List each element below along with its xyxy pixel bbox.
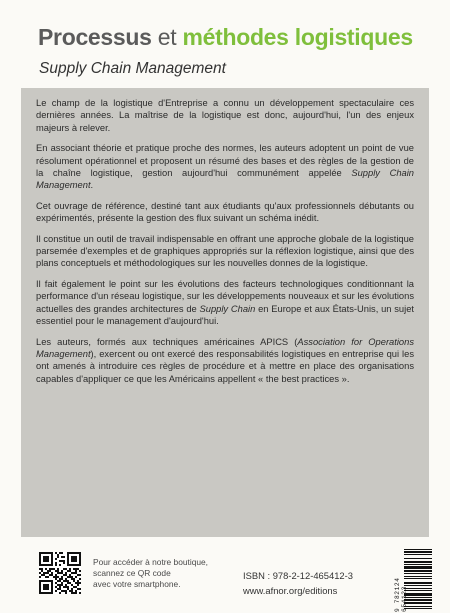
barcode-bar — [404, 602, 432, 604]
isbn-text: ISBN : 978-2-12-465412-3 — [243, 570, 353, 581]
qr-code-icon[interactable] — [39, 552, 81, 594]
barcode-bar — [404, 597, 432, 598]
barcode-bar — [404, 585, 432, 586]
barcode-bar — [404, 599, 432, 601]
title-part2: méthodes logistiques — [182, 24, 413, 50]
blurb-panel — [21, 88, 429, 537]
barcode-bar — [404, 576, 432, 577]
barcode-bar — [404, 608, 432, 609]
barcode-bar — [404, 554, 432, 555]
book-subtitle: Supply Chain Management — [39, 60, 226, 77]
barcode-digits: 9 782124 654123 — [394, 577, 408, 612]
barcode-bar — [404, 570, 432, 572]
barcode-bar — [404, 566, 432, 569]
barcode-bar — [404, 558, 432, 559]
barcode-bar — [404, 606, 432, 607]
barcode-bar — [404, 578, 432, 579]
qr-instructions — [93, 557, 243, 590]
barcode-bar — [404, 590, 432, 591]
publisher-url[interactable]: www.afnor.org/editions — [243, 585, 338, 596]
italic-term: Supply Chain — [199, 303, 256, 314]
barcode-bar — [404, 564, 432, 565]
barcode-bar — [404, 573, 432, 574]
qr-code-graphic — [39, 552, 81, 594]
blurb-paragraph: Les auteurs, formés aux techniques américaines APICS (Association for Operations Management), exercent ou ont exercé des responsabilités logistiques en entreprise qui les ont amenés à introduire ces règles de procédure et à mettre en place des organisations capables d'appliquer ce que les Américains appellent « the best practices ». — [36, 336, 414, 384]
blurb-paragraph: Le champ de la logistique d'Entreprise a connu un développement spectaculaire ces dernières années. La maîtrise de la logistique est donc, aujourd'hui, l'un des enjeux majeurs à relever. — [36, 98, 414, 133]
barcode-bar — [404, 582, 432, 584]
book-title — [38, 24, 438, 51]
qr-line: Pour accéder à notre boutique, — [93, 557, 209, 567]
qr-line: avec votre smartphone. — [93, 579, 181, 589]
blurb-paragraph: En associant théorie et pratique proche des normes, les auteurs adoptent un point de vue résolument opérationnel et proposent un résumé des bases et des règles de la gestion de la chaîne logistique, gestion aujourd'hui communément appelée Supply Chain Management. — [36, 143, 414, 191]
barcode-bar — [404, 549, 432, 550]
title-part1: Processus — [38, 24, 152, 50]
barcode-bar — [404, 561, 432, 563]
title-mid: et — [157, 24, 177, 50]
blurb-paragraph: Cet ouvrage de référence, destiné tant aux étudiants qu'aux professionnels débutants ou expérimentés, présente la gestion des flux suivant un schéma inédit. — [36, 200, 414, 224]
blurb-paragraph: Il fait également le point sur les évolutions des facteurs technologiques conditionnant la performance d'un réseau logistique, sur les développements nouveaux et sur les évolutions actuelles des grandes architectures de Supply Chain en Europe et aux États-Unis, un sujet essentiel pour le management d'aujourd'hui. — [36, 278, 414, 327]
italic-term: Association for Operations Management — [36, 336, 414, 359]
barcode-bar — [404, 588, 432, 589]
blurb-paragraph: Il constitue un outil de travail indispensable en offrant une approche globale de la logistique parsemée d'exemples et de graphiques appropriés sur la réflexion logistique, ainsi que des plans conceptuels et méthodologiques sur les nouvelles donnes de la logistique. — [36, 233, 414, 269]
barcode-bar — [404, 551, 432, 553]
barcode-bar — [404, 593, 432, 596]
qr-line: scannez ce QR code — [93, 568, 171, 578]
italic-term: Supply Chain Management — [36, 168, 414, 191]
